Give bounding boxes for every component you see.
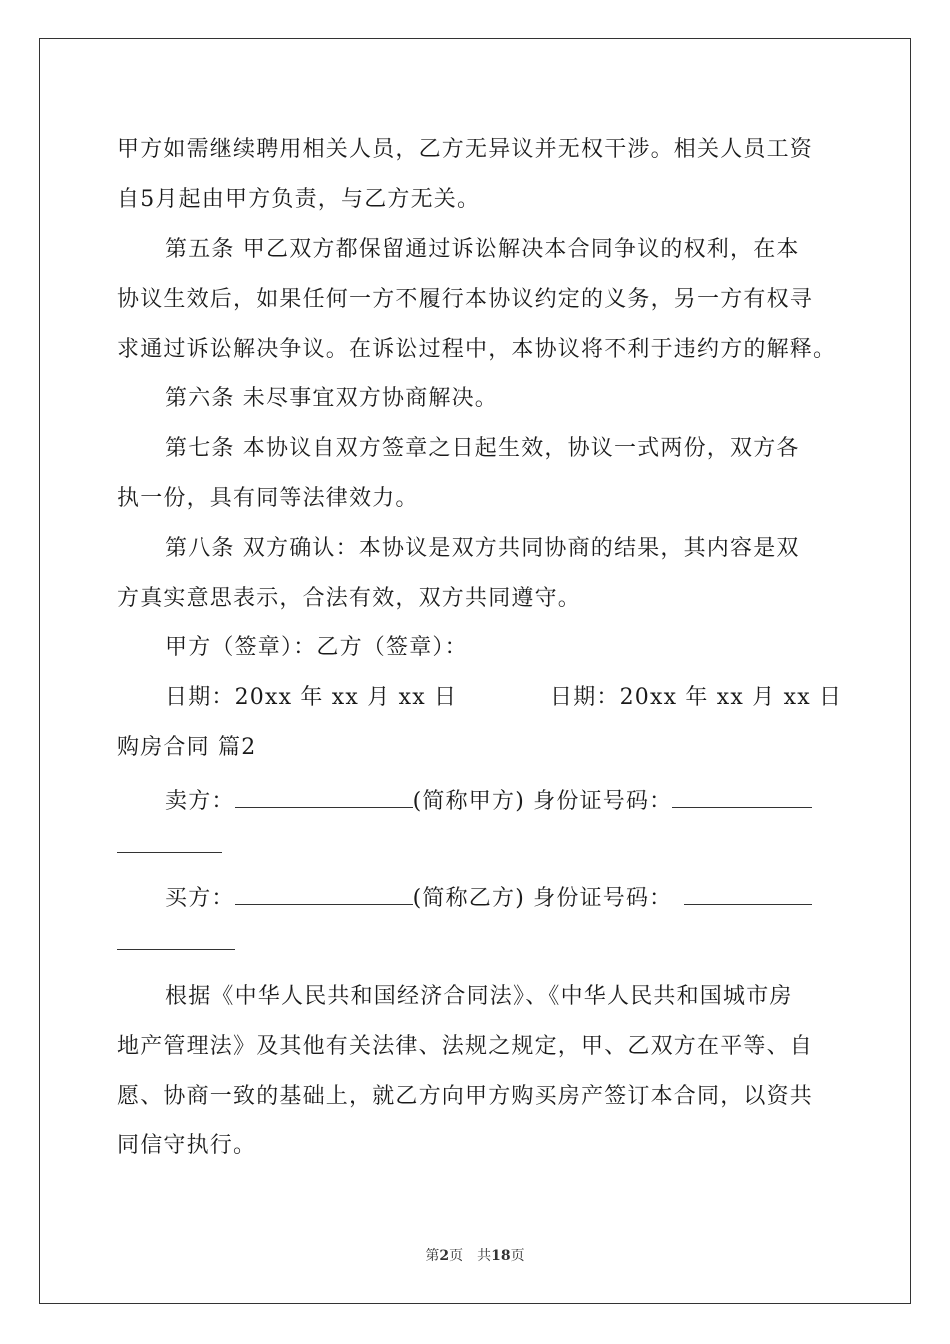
buyer-line: [165, 882, 812, 914]
buyer-id-blank: [684, 882, 812, 905]
footer-mid: 页 共: [449, 1248, 492, 1264]
article-7-line: 执一份，具有同等法律效力。: [117, 486, 419, 511]
article-8-line: 第八条 双方确认：本协议是双方共同协商的结果，其内容是双: [165, 536, 800, 561]
seller-label: 卖方：: [165, 789, 235, 814]
footer-suffix: 页: [510, 1248, 525, 1264]
date-left: 日期：20xx 年 xx 月 xx 日: [165, 685, 458, 710]
section-title: 购房合同 篇2: [117, 735, 257, 760]
signature-line: 甲方（签章）：乙方（签章）：: [165, 635, 468, 660]
footer-total-pages: 18: [491, 1248, 511, 1264]
seller-id-blank: [672, 785, 812, 808]
article-5-line: 协议生效后，如果任何一方不履行本协议约定的义务，另一方有权寻: [117, 287, 814, 312]
buyer-name-blank: [235, 882, 413, 905]
basis-line: 根据《中华人民共和国经济合同法》、《中华人民共和国城市房: [165, 984, 793, 1009]
seller-line: [165, 785, 812, 817]
article-7-line: 第七条 本协议自双方签章之日起生效，协议一式两份，双方各: [165, 436, 800, 461]
paragraph-line: 自5月起由甲方负责，与乙方无关。: [117, 187, 481, 212]
page-border: [39, 38, 911, 1304]
page-footer: [0, 1245, 950, 1265]
buyer-id-blank-cont: [117, 927, 235, 950]
footer-prefix: 第: [425, 1248, 440, 1264]
seller-id-blank-cont: [117, 830, 222, 853]
seller-mid-text: (简称甲方) 身份证号码：: [412, 789, 673, 814]
buyer-id-continuation: [117, 927, 235, 959]
date-right: 日期：20xx 年 xx 月 xx 日: [550, 685, 843, 710]
article-8-line: 方真实意思表示，合法有效，双方共同遵守。: [117, 586, 582, 611]
buyer-mid-text: (简称乙方) 身份证号码：: [412, 886, 673, 911]
paragraph-line: 甲方如需继续聘用相关人员，乙方无异议并无权干涉。相关人员工资: [117, 137, 814, 162]
basis-line: 地产管理法》及其他有关法律、法规之规定，甲、乙双方在平等、自: [117, 1034, 814, 1059]
seller-id-continuation: [117, 830, 222, 862]
article-5-line: 求通过诉讼解决争议。在诉讼过程中，本协议将不利于违约方的解释。: [117, 337, 837, 362]
basis-line: 愿、协商一致的基础上，就乙方向甲方购买房产签订本合同，以资共: [117, 1084, 814, 1109]
seller-name-blank: [235, 785, 413, 808]
article-6-line: 第六条 未尽事宜双方协商解决。: [165, 386, 498, 411]
footer-page-number: 2: [439, 1248, 450, 1264]
article-5-line: 第五条 甲乙双方都保留通过诉讼解决本合同争议的权利，在本: [165, 237, 800, 262]
buyer-label: 买方：: [165, 886, 235, 911]
basis-line: 同信守执行。: [117, 1133, 257, 1158]
